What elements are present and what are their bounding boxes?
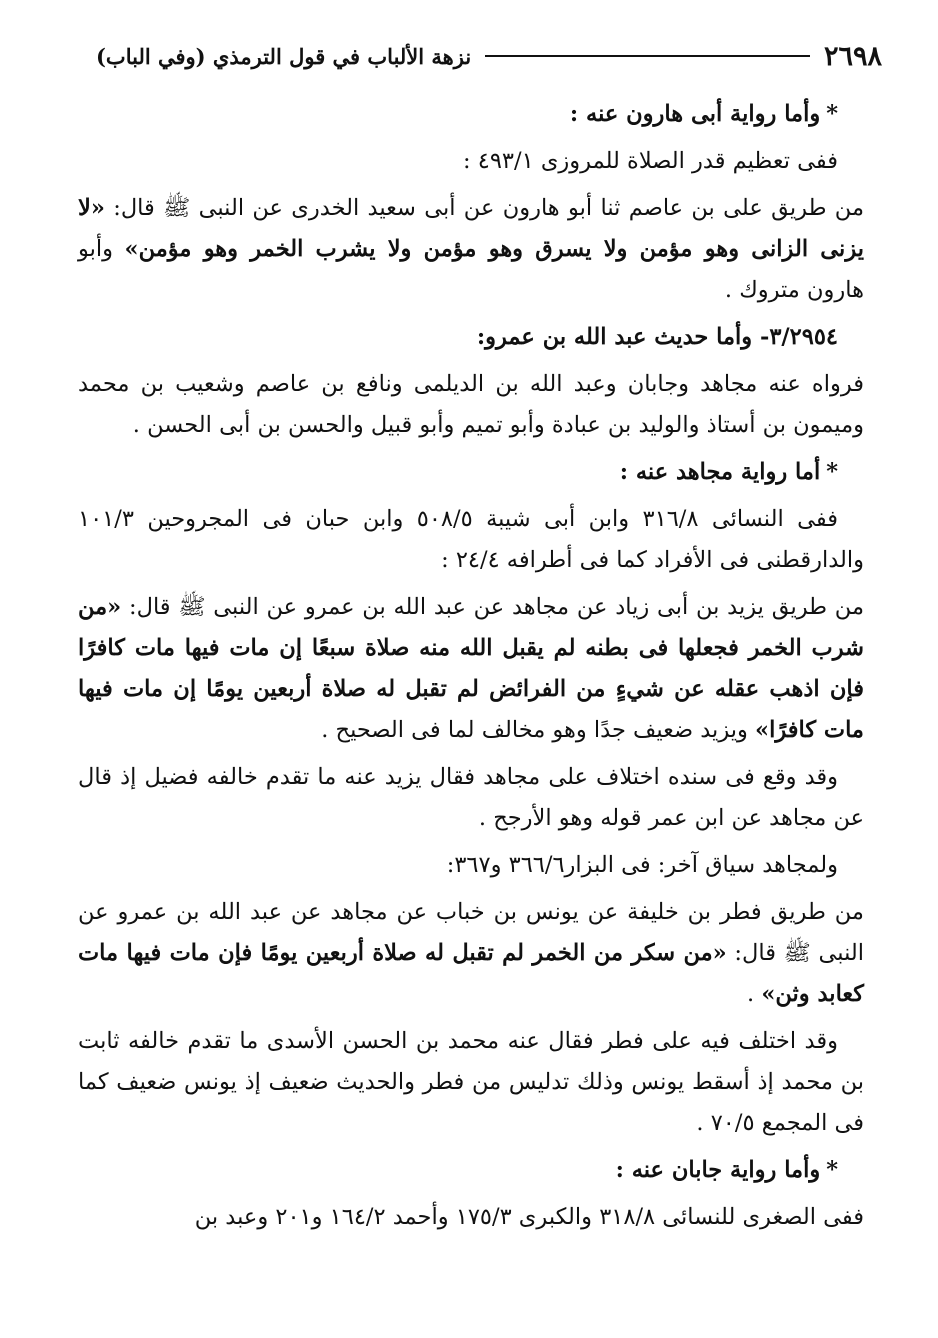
running-title: نزهة الألباب في قول الترمذي (وفي الباب) xyxy=(96,43,472,69)
page-body xyxy=(78,94,864,1238)
page-header xyxy=(96,38,882,74)
commentary: وقد اختلف فيه على فطر فقال عنه محمد بن الحسن الأسدى ما تقدم خالفه ثابت بن محمد إذ أسقط يونس وذلك تدليس من فطر والحديث ضعيف إذ يونس ضعيف كما فى المجمع ٧٠/٥ . xyxy=(78,1028,864,1136)
bullet-star: * xyxy=(826,101,838,127)
chain-of-narration: من طريق يزيد بن أبى زياد عن مجاهد عن عبد الله بن عمرو عن النبى ﷺ قال: xyxy=(121,594,864,620)
source-citation: ففى الصغرى للنسائى ٣١٨/٨ والكبرى ١٧٥/٣ وأحمد ١٦٤/٢ و٢٠١ وعبد بن xyxy=(194,1204,864,1230)
hadith-quote: «من شرب الخمر فجعلها فى بطنه لم يقبل الله منه صلاة سبعًا إن مات فيها مات كافرًا فإن اذهب عقله عن شيءٍ من الفرائض لم تقبل له صلاة أربعين يومًا إن مات فيها مات كافرًا» xyxy=(78,594,864,743)
source-citation: ولمجاهد سياق آخر: فى البزار٣٦٦/٦ و٣٦٧: xyxy=(446,852,838,878)
bullet-star: * xyxy=(826,459,838,485)
paragraph xyxy=(78,499,864,581)
heading-text: أما رواية مجاهد عنه : xyxy=(619,459,821,485)
paragraph xyxy=(78,892,864,1015)
paragraph xyxy=(78,141,864,182)
paragraph xyxy=(78,364,864,446)
paragraph xyxy=(78,845,864,886)
source-citation: ففى النسائى ٣١٦/٨ وابن أبى شيبة ٥٠٨/٥ وابن حبان فى المجروحين ١٠١/٣ والدارقطنى فى الأفراد كما فى أطرافه ٢٤/٤ : xyxy=(78,506,864,573)
heading-text: وأما رواية جابان عنه : xyxy=(615,1157,821,1183)
chain-of-narration: من طريق على بن عاصم ثنا أبو هارون عن أبى سعيد الخدرى عن النبى ﷺ قال: xyxy=(104,195,864,221)
source-citation: ففى تعظيم قدر الصلاة للمروزى ٤٩٣/١ : xyxy=(463,148,838,174)
section-heading xyxy=(78,452,864,493)
header-rule xyxy=(485,55,810,57)
narrators-list: فرواه عنه مجاهد وجابان وعبد الله بن الديلمى ونافع بن عاصم وشعيب بن محمد وميمون بن أستاذ والوليد بن عبادة وأبو تميم وأبو قبيل والحسن بن أبى الحسن . xyxy=(78,371,864,438)
section-heading xyxy=(78,94,864,135)
chain-of-narration: من طريق فطر بن خليفة عن يونس بن خباب عن مجاهد عن عبد الله بن عمرو عن النبى ﷺ قال: xyxy=(78,899,864,966)
page-number: ٢٦٩٨ xyxy=(823,40,882,72)
grading-note: ويزيد ضعيف جدًا وهو مخالف لما فى الصحيح . xyxy=(321,717,756,743)
commentary: وقد وقع فى سنده اختلاف على مجاهد فقال يزيد عنه ما تقدم خالفه فضيل إذ قال عن مجاهد عن ابن عمر قوله وهو الأرجح . xyxy=(78,764,864,831)
hadith-quote: «لا يزنى الزانى وهو مؤمن ولا يسرق وهو مؤمن ولا يشرب الخمر وهو مؤمن» xyxy=(78,195,864,262)
grading-note: وأبو هارون متروك . xyxy=(78,236,864,303)
paragraph xyxy=(78,1197,864,1238)
paragraph xyxy=(78,188,864,311)
heading-text: وأما رواية أبى هارون عنه : xyxy=(569,101,821,127)
grading-note: . xyxy=(747,981,762,1007)
paragraph xyxy=(78,587,864,751)
paragraph xyxy=(78,757,864,839)
bullet-star: * xyxy=(826,1157,838,1183)
paragraph xyxy=(78,1021,864,1144)
section-heading xyxy=(78,317,864,358)
heading-text: ٣/٢٩٥٤- وأما حديث عبد الله بن عمرو: xyxy=(476,324,838,350)
hadith-quote: «من سكر من الخمر لم تقبل له صلاة أربعين يومًا فإن مات فيها مات كعابد وثن» xyxy=(78,940,864,1007)
section-heading xyxy=(78,1150,864,1191)
